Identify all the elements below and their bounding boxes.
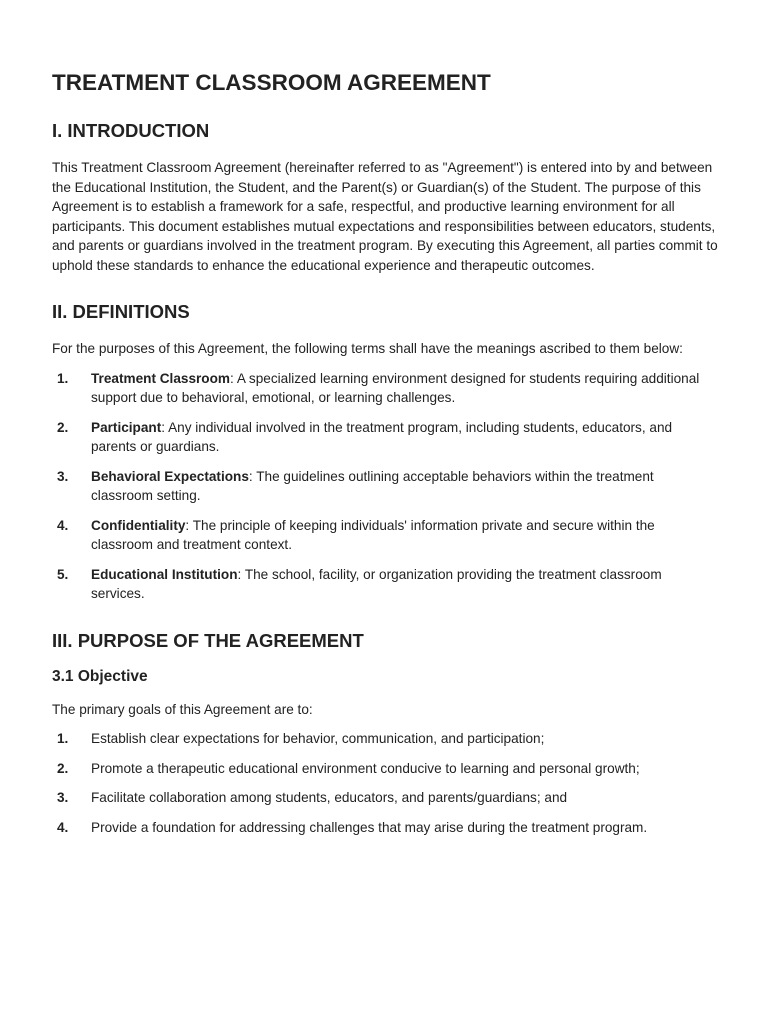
list-number: 5. [57,566,69,582]
list-number: 1. [57,370,69,386]
purpose-item-text: Promote a therapeutic educational environment conducive to learning and personal growth; [91,760,640,776]
definitions-heading: II. DEFINITIONS [52,301,190,322]
purpose-item [52,759,718,779]
purpose-item-text: Establish clear expectations for behavior, communication, and participation; [91,731,545,746]
purpose-item [52,788,718,808]
purpose-section [52,630,718,838]
purpose-intro: The primary goals of this Agreement are to: [52,701,313,717]
definition-term: Treatment Classroom [91,370,231,386]
list-number: 3. [57,468,69,484]
list-number: 2. [57,419,69,435]
purpose-heading: III. PURPOSE OF THE AGREEMENT [52,629,364,651]
definition-text: : A specialized learning environment designed for students requiring additional support due to behavioral, emotional, or learning challenges. [91,370,700,405]
definition-text: : The principle of keeping individuals' information private and secure within the classroom and treatment context. [91,517,655,552]
definitions-list [52,369,718,604]
definition-text: : The school, facility, or organization providing the treatment classroom services. [91,566,662,601]
definition-item [52,565,718,604]
definition-item [52,369,718,408]
list-number: 3. [57,790,69,805]
introduction-heading: I. INTRODUCTION [52,120,210,141]
definition-text: : The guidelines outlining acceptable behaviors within the treatment classroom setting. [91,468,654,503]
list-number: 4. [57,819,69,835]
definition-term: Behavioral Expectations [91,468,249,484]
purpose-item-text: Provide a foundation for addressing challenges that may arise during the treatment program. [91,819,648,835]
definition-term: Participant [91,419,162,435]
introduction-body: This Treatment Classroom Agreement (hereinafter referred to as "Agreement") is entered into by and between the Educational Institution, the Student, and the Parent(s) or Guardian(s) of the Student. The purpose of this Agreement is to establish a framework for a safe, respectful, and productive learning environment for all participants. This document establishes mutual expectations and responsibilities between educators, students, and parents or guardians involved in the treatment program. By executing this Agreement, all parties commit to uphold these standards to enhance the educational experience and therapeutic outcomes. [52,160,718,273]
definitions-intro: For the purposes of this Agreement, the following terms shall have the meanings ascribed to them below: [52,341,683,356]
definition-term: Educational Institution [91,566,238,582]
objective-subheading: 3.1 Objective [52,667,148,685]
definition-text: : Any individual involved in the treatment program, including students, educators, and parents or guardians. [91,419,673,454]
list-number: 4. [57,517,69,533]
list-number: 1. [57,731,69,746]
definitions-section [52,301,718,604]
definition-term: Confidentiality [91,517,186,533]
purpose-list [52,729,718,837]
definition-item [52,467,718,506]
document-title: TREATMENT CLASSROOM AGREEMENT [52,70,491,95]
purpose-item [52,729,718,749]
definition-item [52,418,718,457]
purpose-item-text: Facilitate collaboration among students, educators, and parents/guardians; and [91,790,568,805]
introduction-section [52,120,718,275]
purpose-item [52,818,718,838]
definition-item [52,516,718,555]
list-number: 2. [57,760,69,776]
